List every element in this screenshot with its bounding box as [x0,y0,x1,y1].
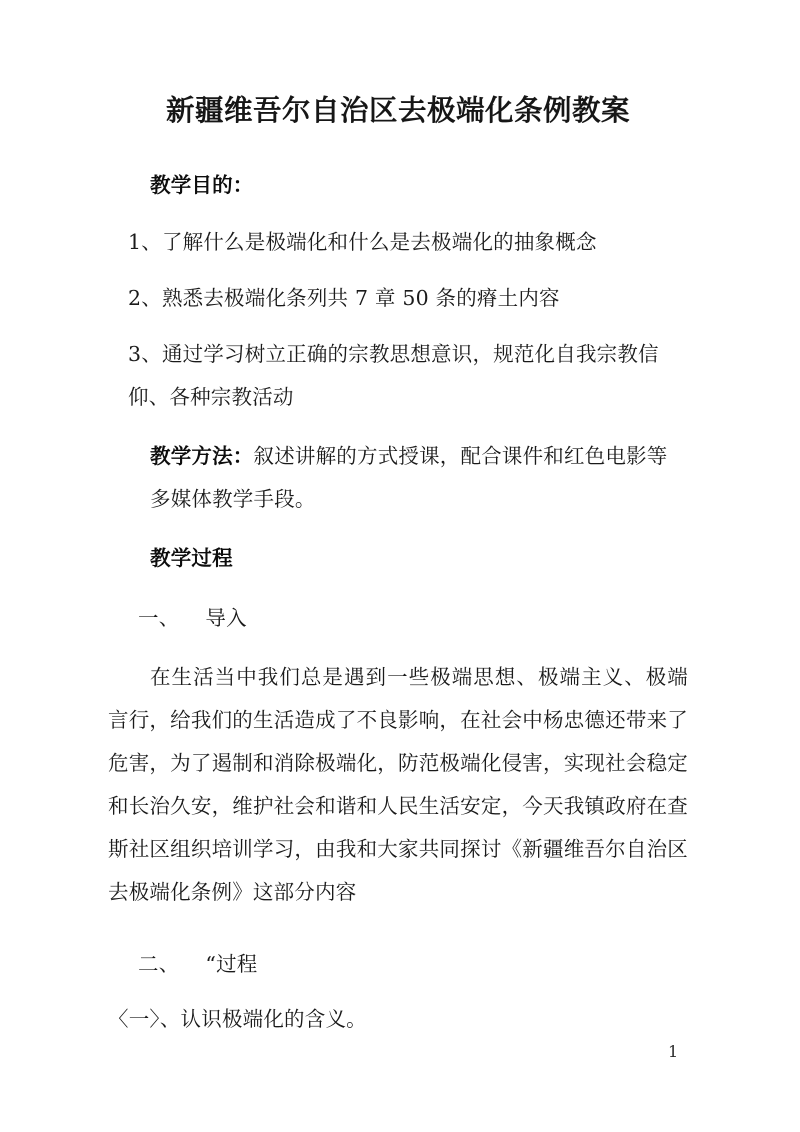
process-step-two-label: “过程 [205,951,258,976]
teaching-aim-item-1: 1、了解什么是极端化和什么是去极端化的抽象概念 [128,229,597,254]
teaching-aim-heading: 教学目的： [150,172,254,197]
teaching-method-text: 叙述讲解的方式授课，配合课件和红色电影等多媒体教学手段。 [150,443,668,511]
teaching-method-heading: 教学方法： [150,443,254,468]
teaching-aim-item-2: 2、熟悉去极端化条列共 7 章 50 条的瘠土内容 [128,285,560,310]
document-content [108,0,688,1041]
process-step-two-title [108,943,688,986]
process-step-one-body: 在生活当中我们总是遇到一些极端思想、极端主义、极端言行，给我们的生活造成了不良影响，在社会中杨忠德还带来了危害，为了遏制和消除极端化，防范极端化侵害，实现社会稳定和长治久安，维护社会和谐和人民生活安定，今天我镇政府在查斯社区组织培训学习，由我和大家共同探讨《新疆维吾尔自治区去极端化条例》这部分内容 [108,664,688,904]
process-step-one-number: 一、 [138,605,180,630]
process-step-one-label: 导入 [205,605,247,630]
page-number: 1 [668,1042,679,1061]
teaching-aim-item-3: 3、通过学习树立正确的宗教思想意识，规范化自我宗教信仰、各种宗教活动 [128,341,659,409]
page-title: 新疆维吾尔自治区去极端化条例教案 [165,93,630,127]
process-step-one-title [108,597,688,640]
teaching-method-paragraph [108,435,688,521]
process-step-two-subitem-1: 〈一〉、认识极端化的含义。 [108,1006,367,1031]
process-step-two-number: 二、 [138,951,180,976]
teaching-process-heading: 教学过程 [150,545,233,570]
